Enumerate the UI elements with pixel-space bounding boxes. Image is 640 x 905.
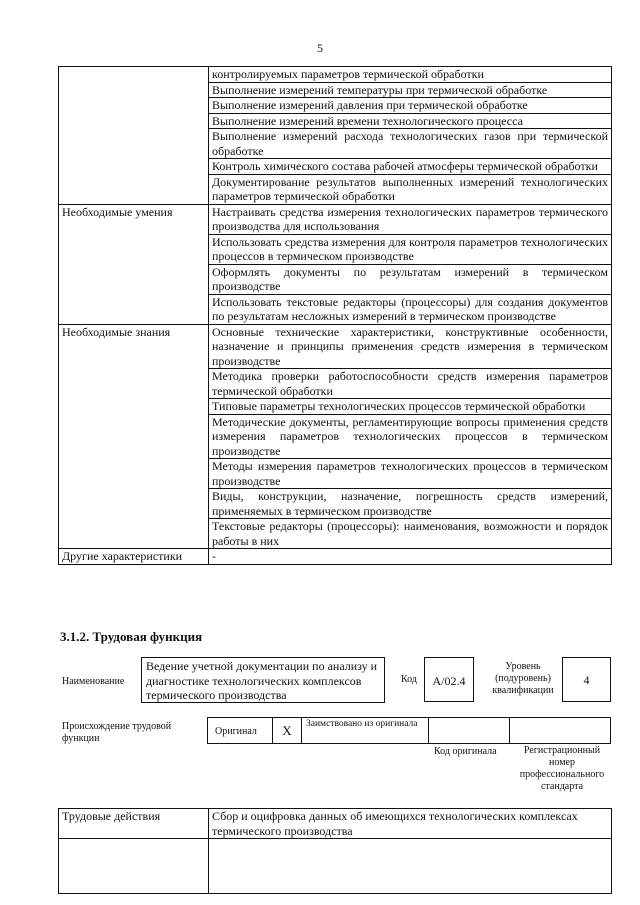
- other-label: Другие характеристики: [59, 549, 209, 565]
- code-label: Код: [401, 674, 417, 685]
- table-cell: Методические документы, регламентирующие вопросы применения средств измерения параметров технологических процессов в термическом производстве: [209, 414, 612, 459]
- borrowed-label: Заимствовано из оригинала: [306, 719, 418, 729]
- table-cell: Выполнение измерений расхода технологических газов при термической обработке: [209, 129, 612, 159]
- empty-cell: [209, 839, 612, 894]
- origin-grid: [207, 717, 611, 744]
- qualification-level-box: 4: [562, 657, 611, 702]
- table-cell: Методика проверки работоспособности средств измерения параметров термической обработки: [209, 369, 612, 399]
- table-row: [59, 809, 612, 839]
- original-label: Оригинал: [215, 726, 257, 737]
- knowledge-label: Необходимые знания: [59, 324, 209, 549]
- page-number: 5: [317, 41, 323, 55]
- table-cell: Основные технические характеристики, конструктивные особенности, назначение и принципы применения средств измерения в термическом производстве: [209, 324, 612, 369]
- origin-label: Происхождение трудовой функции: [62, 721, 172, 744]
- table-cell: Оформлять документы по результатам измерений в термическом производстве: [209, 264, 612, 294]
- table-cell: Использовать текстовые редакторы (процессоры) для создания документов по результатам несложных измерений в термическом производстве: [209, 294, 612, 324]
- table-cell: Выполнение измерений времени технологического процесса: [209, 113, 612, 129]
- table-cell: Использовать средства измерения для контроля параметров технологических процессов в термическом производстве: [209, 234, 612, 264]
- table-cell: Документирование результатов выполненных измерений технологических параметров термической обработки: [209, 174, 612, 204]
- divider: [428, 718, 429, 743]
- actions-table: [58, 808, 612, 894]
- code-value-box: А/02.4: [424, 657, 474, 702]
- table-cell: -: [209, 549, 612, 565]
- competency-table: [58, 66, 612, 565]
- table-cell: Текстовые редакторы (процессоры): наименования, возможности и порядок работы в них: [209, 519, 612, 549]
- table-cell: Контроль химического состава рабочей атмосферы термической обработки: [209, 159, 612, 175]
- table-row: [59, 324, 612, 369]
- table-row: [59, 67, 612, 83]
- empty-label-cell: [59, 67, 209, 205]
- divider: [509, 718, 510, 743]
- table-cell: Сбор и оцифровка данных об имеющихся технологических комплексах термического производства: [209, 809, 612, 839]
- divider: [301, 718, 302, 743]
- table-cell: Виды, конструкции, назначение, погрешность средств измерений, применяемых в термическом производстве: [209, 489, 612, 519]
- table-row: [59, 204, 612, 234]
- origin-code-label: Код оригинала: [434, 746, 497, 757]
- name-label: Наименование: [62, 676, 125, 687]
- table-cell: контролируемых параметров термической обработки: [209, 67, 612, 83]
- section-title: 3.1.2. Трудовая функция: [60, 629, 203, 644]
- table-cell: Методы измерения параметров технологических процессов в термическом производстве: [209, 459, 612, 489]
- qualification-level-label: Уровень (подуровень) квалификации: [492, 661, 554, 696]
- table-cell: Выполнение измерений давления при термической обработке: [209, 98, 612, 114]
- function-name-box: Ведение учетной документации по анализу и диагностике технологических комплексов термического производства: [141, 657, 385, 703]
- skills-label: Необходимые умения: [59, 204, 209, 324]
- table-row: [59, 839, 612, 894]
- table-cell: Настраивать средства измерения технологических параметров термического производства для использования: [209, 204, 612, 234]
- reg-number-label: Регистрационный номер профессионального стандарта: [519, 745, 605, 792]
- table-cell: Типовые параметры технологических процессов термической обработки: [209, 399, 612, 415]
- empty-label-cell: [59, 839, 209, 894]
- table-row: [59, 549, 612, 565]
- original-mark: Х: [282, 723, 292, 738]
- table-cell: Выполнение измерений температуры при термической обработке: [209, 82, 612, 98]
- actions-label: Трудовые действия: [59, 809, 209, 839]
